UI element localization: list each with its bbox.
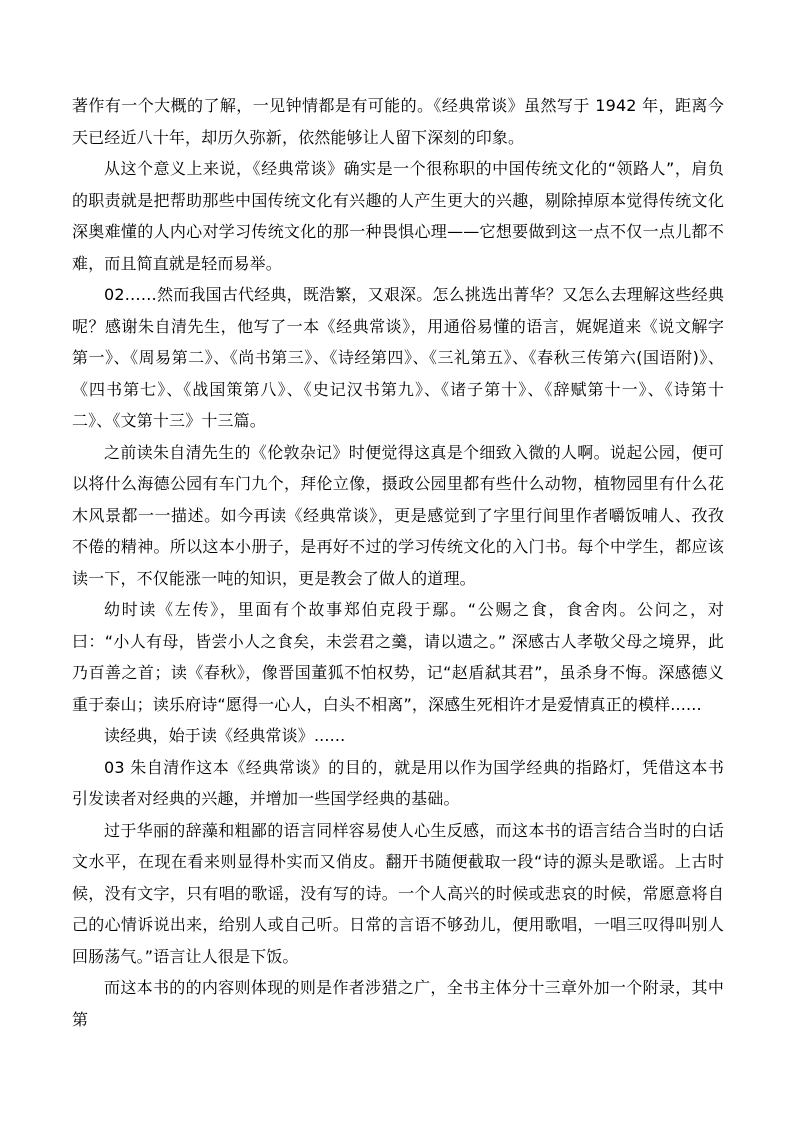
paragraph-6: 读经典，始于读《经典常谈》...... xyxy=(104,726,346,745)
paragraph-4: 之前读朱自清先生的《伦敦杂记》时便觉得这真是个细致入微的人啊。说起公园，便可以将什么海德公园有车门九个，拜伦立像，摄政公园里都有些什么动物，植物园里有什么花木风景都一一描述。如今再读《经典常谈》，更是感觉到了字里行间里作者嚼饭哺人、孜孜不倦的精神。所以这本小册子，是再好不过的学习传统文化的入门书。每个中学生，都应该读一下，不仅能涨一吨的知识，更是教会了做人的道理。 xyxy=(72,442,724,588)
paragraph-9: 而这本书的的内容则体现的则是作者涉猎之广，全书主体分十三章外加一个附录，其中第 xyxy=(72,978,724,1029)
paragraph-8: 过于华丽的辞藻和粗鄙的语言同样容易使人心生反感，而这本书的语言结合当时的白话文水平，在现在看来则显得朴实而又俏皮。翻开书随便截取一段“诗的源头是歌谣。上古时候，没有文字，只有唱的歌谣，没有写的诗。一个人高兴的时候或悲哀的时候，常愿意将自己的心情诉说出来，给别人或自己听。日常的言语不够劲儿，便用歌唱，一唱三叹得叫别人回肠荡气。”语言让人很是下饭。 xyxy=(72,820,724,966)
paragraph-2: 从这个意义上来说，《经典常谈》确实是一个很称职的中国传统文化的“领路人”，肩负的职责就是把帮助那些中国传统文化有兴趣的人产生更大的兴趣，剔除掉原本觉得传统文化深奥难懂的人内心对学习传统文化的那一种畏惧心理——它想要做到这一点不仅一点儿都不难，而且简直就是轻而易举。 xyxy=(72,159,724,273)
paragraph-3: 02……然而我国古代经典，既浩繁，又艰深。怎么挑选出菁华？又怎么去理解这些经典呢？感谢朱自清先生，他写了一本《经典常谈》，用通俗易懂的语言，娓娓道来《说文解字第一》、《周易第二》、《尚书第三》、《诗经第四》、《三礼第五》、《春秋三传第六(国语附)》、《四书第七》、《战国策第八》、《史记汉书第九》、《诸子第十》、《辞赋第十一》、《诗第十二》、《文第十三》十三篇。 xyxy=(72,285,724,430)
paragraph-1: 著作有一个大概的了解，一见钟情都是有可能的。《经典常谈》虽然写于 1942 年，距离今天已经近八十年，却历久弥新，依然能够让人留下深刻的印象。 xyxy=(72,96,724,147)
document-body xyxy=(72,90,724,1035)
paragraph-7: 03 朱自清作这本《经典常谈》的目的，就是用以作为国学经典的指路灯，凭借这本书引发读者对经典的兴趣，并增加一些国学经典的基础。 xyxy=(72,757,724,808)
paragraph-5: 幼时读《左传》，里面有个故事郑伯克段于鄢。“公赐之食，食舍肉。公问之，对曰：“小人有母，皆尝小人之食矣，未尝君之羹，请以遗之。” 深感古人孝敬父母之境界，此乃百善之首；读《春秋》，像晋国董狐不怕权势，记“赵盾弑其君”，虽杀身不悔。深感德义重于泰山；读乐府诗“愿得一心人，白头不相离”，深感生死相许才是爱情真正的模样...... xyxy=(72,600,724,714)
